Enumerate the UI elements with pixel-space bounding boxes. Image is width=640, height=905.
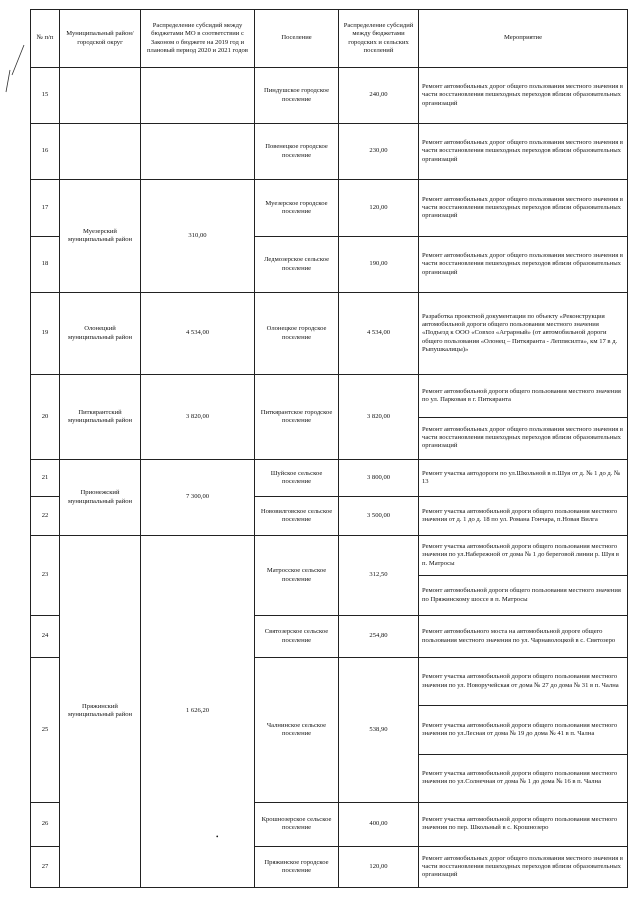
measure-cell	[419, 180, 628, 237]
settlement-cell: Матросское сельское поселение	[255, 536, 339, 616]
settlement-cell: Муезерское городское поселение	[255, 180, 339, 237]
row-number: 19	[31, 293, 60, 375]
measure-cell	[419, 237, 628, 293]
header-settlement: Поселение	[255, 10, 339, 68]
settlement-subsidy-cell: 240,00	[339, 68, 419, 124]
district-subsidy-cell: 3 820,00	[141, 375, 255, 460]
settlement-subsidy-cell: 400,00	[339, 802, 419, 846]
measure-cell	[419, 375, 628, 460]
settlement-subsidy-cell: 4 534,00	[339, 293, 419, 375]
district-cell	[60, 124, 141, 180]
row-number: 27	[31, 846, 60, 887]
settlement-subsidy-cell: 538,90	[339, 658, 419, 803]
measure-cell	[419, 616, 628, 658]
measure-text: Ремонт участка автомобильной дороги общего пользования местного значения от д. 1 до д. 18 по ул. Романа Гончара, п.Новая Вилга	[422, 507, 618, 523]
header-subsidy-settlement: Распределение субсидий между бюджетами городских и сельских поселений	[339, 10, 419, 68]
settlement-subsidy-cell: 190,00	[339, 237, 419, 293]
table-row	[31, 460, 628, 497]
measure-text: Ремонт участка автомобильной дороги общего пользования местного значения по ул.Лесная от дома № 19 до дома № 41 в п. Чална	[419, 705, 627, 753]
district-cell: Олонецкий муниципальный район	[60, 293, 141, 375]
row-number: 20	[31, 375, 60, 460]
row-number: 21	[31, 460, 60, 497]
settlement-subsidy-cell: 3 820,00	[339, 375, 419, 460]
district-subsidy-cell: 1 626,20	[141, 536, 255, 888]
measure-cell	[419, 124, 628, 180]
district-subsidy-cell	[141, 124, 255, 180]
row-number: 25	[31, 658, 60, 803]
settlement-subsidy-cell: 3 500,00	[339, 497, 419, 536]
measure-cell	[419, 460, 628, 497]
measure-text: Ремонт автомобильной дороги общего пользования местного значения по ул. Парковая в г. Питкяранта	[422, 387, 621, 403]
header-number: № п/п	[31, 10, 60, 68]
measure-text: Ремонт автомобильных дорог общего пользования местного значения в части восстановления пешеходных переходов вблизи образовательных организаций	[419, 417, 627, 460]
district-subsidy-cell	[141, 68, 255, 124]
subsidy-distribution-document	[30, 9, 628, 888]
measure-text: Ремонт автомобильной дороги общего пользования местного значения по Пряжинскому шоссе в п. Матросы	[419, 575, 627, 615]
settlement-cell: Шуйское сельское поселение	[255, 460, 339, 497]
settlement-subsidy-cell: 120,00	[339, 846, 419, 887]
measure-text: Ремонт автомобильных дорог общего пользования местного значения в части восстановления пешеходных переходов вблизи образовательных организаций	[422, 83, 624, 107]
district-cell: Питкярантский муниципальный район	[60, 375, 141, 460]
settlement-cell: Олонецкое городское поселение	[255, 293, 339, 375]
measure-cell	[419, 536, 628, 616]
measure-cell	[419, 497, 628, 536]
settlement-cell: Крошнозерское сельское поселение	[255, 802, 339, 846]
district-cell	[60, 68, 141, 124]
table-row	[31, 68, 628, 124]
district-subsidy-cell: 310,00	[141, 180, 255, 293]
settlement-cell: Святозерское сельское поселение	[255, 616, 339, 658]
settlement-cell: Пряжинское городское поселение	[255, 846, 339, 887]
measure-text: Ремонт участка автомобильной дороги общего пользования местного значения по ул.Солнечная от дома № 1 до дома № 16 в п. Чална	[419, 754, 627, 802]
measure-cell	[419, 658, 628, 803]
header-measure: Мероприятие	[419, 10, 628, 68]
table-row	[31, 180, 628, 237]
measure-text: Ремонт автомобильных дорог общего пользования местного значения в части восстановления пешеходных переходов вблизи образовательных организаций	[422, 854, 624, 879]
settlement-subsidy-cell: 3 800,00	[339, 460, 419, 497]
table-row	[31, 375, 628, 460]
row-number: 15	[31, 68, 60, 124]
measure-cell	[419, 846, 628, 887]
settlement-subsidy-cell: 312,50	[339, 536, 419, 616]
district-cell: Пряжинский муниципальный район	[60, 536, 141, 888]
measure-text: Ремонт автомобильных дорог общего пользования местного значения в части восстановления пешеходных переходов вблизи образовательных организаций	[422, 139, 624, 163]
settlement-cell: Ледмозерское сельское поселение	[255, 237, 339, 293]
row-number: 18	[31, 237, 60, 293]
row-number: 24	[31, 616, 60, 658]
row-number: 17	[31, 180, 60, 237]
stray-dot-mark: •	[216, 833, 219, 841]
measure-cell	[419, 802, 628, 846]
settlement-cell: Питкярантское городское поселение	[255, 375, 339, 460]
measure-text: Ремонт участка автомобильной дороги общего пользования местного значения по ул. Новоручейская от дома № 27 до дома № 31 в п. Чална	[422, 673, 619, 689]
table-row	[31, 124, 628, 180]
handwritten-check-mark	[4, 40, 28, 100]
measure-cell	[419, 68, 628, 124]
district-subsidy-cell: 4 534,00	[141, 293, 255, 375]
measure-text: Ремонт участка автомобильной дороги общего пользования местного значения по пер. Школьный в с. Крошнозеро	[422, 816, 618, 832]
row-number: 23	[31, 536, 60, 616]
row-number: 26	[31, 802, 60, 846]
settlement-subsidy-cell: 120,00	[339, 180, 419, 237]
table-header-row	[31, 10, 628, 68]
measure-text: Ремонт участка автомобильной дороги общего пользования местного значения по ул.Набережной от дома № 1 до береговой линии р. Шуя в п. Матросы	[422, 543, 620, 567]
measure-text: Ремонт автомобильных дорог общего пользования местного значения в части восстановления пешеходных переходов вблизи образовательных организаций	[422, 195, 624, 220]
measure-cell	[419, 293, 628, 375]
settlement-cell: Пиндушское городское поселение	[255, 68, 339, 124]
settlement-cell: Чалнинское сельское поселение	[255, 658, 339, 803]
district-subsidy-cell: 7 300,00	[141, 460, 255, 536]
settlement-cell: Нововилговское сельское поселение	[255, 497, 339, 536]
district-cell: Муезерский муниципальный район	[60, 180, 141, 293]
settlement-subsidy-cell: 254,80	[339, 616, 419, 658]
settlement-subsidy-cell: 230,00	[339, 124, 419, 180]
subsidy-table	[30, 9, 628, 888]
district-cell: Прионежский муниципальный район	[60, 460, 141, 536]
settlement-cell: Повенецкое городское поселение	[255, 124, 339, 180]
header-district: Муниципальный район/городской округ	[60, 10, 141, 68]
measure-text: Ремонт автомобильного моста на автомобильной дороге общего пользования местного значения по ул. Чарнаволоцкой в с. Святозеро	[422, 628, 616, 644]
measure-text: Разработка проектной документации по объекту «Реконструкция автомобильной дороги общего пользования местного значения «Подъезд к ООО «Совхоз «Аграрный» (от автомобильной дороги общего пользования «Олонец – Питкяранта - Леппясилта», км 17 в д. Рыпушкалицы)»	[422, 312, 618, 353]
header-subsidy-mo: Распределение субсидий между бюджетами МО в соответствии с Законом о бюджете на 2019 год и плановый период 2020 и 2021 годов	[141, 10, 255, 68]
row-number: 16	[31, 124, 60, 180]
measure-text: Ремонт автомобильных дорог общего пользования местного значения в части восстановления пешеходных переходов вблизи образовательных организаций	[422, 252, 624, 276]
measure-text: Ремонт участка автодороги по ул.Школьной в п.Шуя от д. № 1 до д. № 13	[422, 469, 621, 485]
table-row	[31, 536, 628, 616]
row-number: 22	[31, 497, 60, 536]
table-row	[31, 293, 628, 375]
